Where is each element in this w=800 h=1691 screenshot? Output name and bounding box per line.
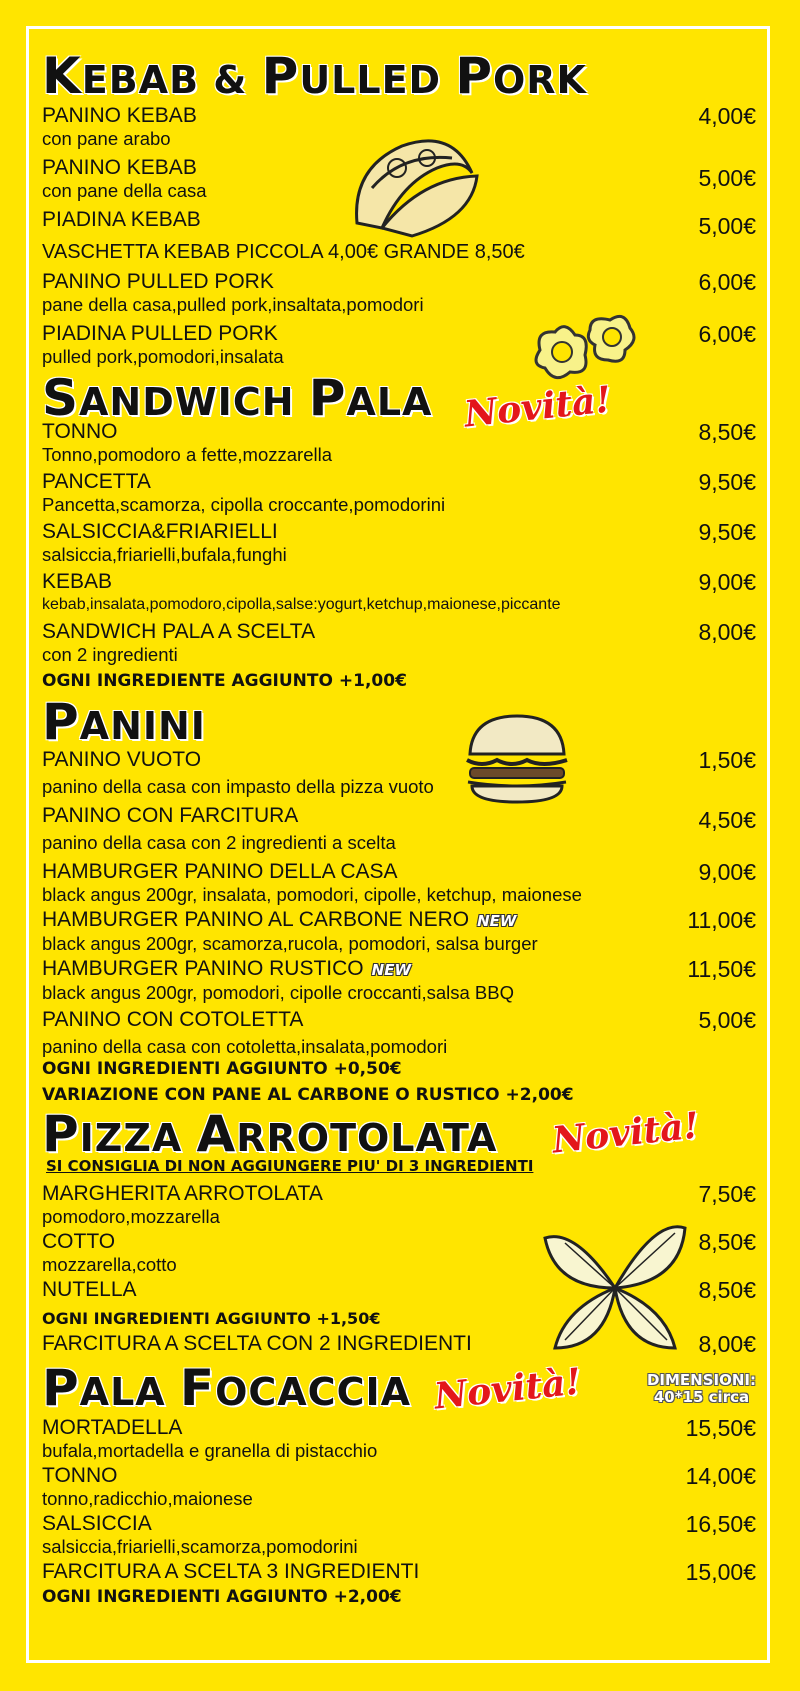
item-desc: bufala,mortadella e granella di pistacchio: [42, 1440, 378, 1461]
item-name: PIADINA KEBAB: [42, 208, 201, 231]
item-name: PANINO VUOTO: [42, 748, 202, 771]
item-name: TONNO: [42, 420, 118, 443]
item-desc: salsiccia,friarielli,scamorza,pomodorini: [42, 1536, 358, 1557]
item-price: 6,00€: [698, 321, 756, 347]
item-desc: Tonno,pomodoro a fette,mozzarella: [42, 444, 333, 465]
menu-item: [42, 620, 756, 666]
title-text: ANDWICH: [79, 380, 309, 424]
title-initial: P: [261, 47, 300, 105]
new-badge: NEW: [477, 912, 517, 930]
item-price: 9,00€: [698, 859, 756, 885]
title-text: ULLED: [299, 58, 456, 102]
menu-item: [42, 420, 756, 466]
item-name: MARGHERITA ARROTOLATA: [42, 1182, 323, 1205]
title-initial: F: [179, 1359, 216, 1417]
menu-item: [42, 470, 756, 516]
menu-item: [42, 240, 756, 264]
item-name: PANINO KEBAB: [42, 156, 197, 179]
menu-item: [42, 322, 756, 368]
item-desc: tonno,radicchio,maionese: [42, 1488, 253, 1509]
item-price: 9,50€: [698, 519, 756, 545]
item-desc: con pane della casa: [42, 180, 207, 201]
item-price: 8,00€: [698, 619, 756, 645]
title-initial: P: [42, 693, 80, 751]
item-desc: panino della casa con 2 ingredienti a scelta: [42, 832, 396, 853]
section-header-focaccia: [42, 1359, 756, 1418]
extra-ingredient-note: OGNI INGREDIENTI AGGIUNTO +2,00€: [42, 1587, 402, 1607]
section-header-arrotolata: [42, 1104, 756, 1163]
title-initial: K: [42, 47, 82, 105]
item-name: HAMBURGER PANINO DELLA CASA: [42, 860, 398, 883]
title-text: EBAB &: [81, 58, 262, 102]
menu-item: [42, 270, 756, 316]
variation-note: VARIAZIONE CON PANE AL CARBONE O RUSTICO +2,00€: [42, 1085, 574, 1105]
title-text: OCACCIA: [215, 1370, 412, 1414]
novita-badge: Novità!: [462, 378, 614, 436]
item-name: SALSICCIA: [42, 1512, 152, 1535]
item-price: 14,00€: [685, 1463, 756, 1489]
item-price: 5,00€: [698, 1007, 756, 1033]
menu-item: [42, 1008, 756, 1058]
dimensions-label: [647, 1372, 756, 1406]
title-initial: A: [196, 1105, 237, 1163]
dimensions-title: DIMENSIONI:: [646, 1371, 756, 1389]
title-text: ALA: [79, 1370, 180, 1414]
extra-ingredient-note: OGNI INGREDIENTE AGGIUNTO +1,00€: [42, 671, 407, 691]
title-text: ALA: [346, 380, 433, 424]
menu-item: [42, 1464, 756, 1510]
item-name: COTTO: [42, 1230, 116, 1253]
dimensions-value: 40*15 circa: [653, 1388, 750, 1406]
item-desc: pomodoro,mozzarella: [42, 1206, 220, 1227]
menu-item: [42, 748, 756, 798]
title-initial: P: [42, 1359, 80, 1417]
item-desc: black angus 200gr, insalata, pomodori, cipolle, ketchup, maionese: [42, 884, 582, 905]
item-price: 1,50€: [698, 747, 756, 773]
item-name: FARCITURA A SCELTA CON 2 INGREDIENTI: [42, 1332, 472, 1355]
item-price: 11,00€: [687, 907, 756, 933]
item-name: PANINO CON FARCITURA: [42, 804, 299, 827]
menu-content: [42, 47, 756, 1608]
item-price: 16,50€: [685, 1511, 756, 1537]
item-name-text: HAMBURGER PANINO RUSTICO: [42, 957, 364, 980]
item-price: 8,50€: [698, 1229, 756, 1255]
menu-item: [42, 804, 756, 854]
title-initial: P: [455, 47, 493, 105]
item-price: 5,00€: [698, 213, 756, 239]
section-title-panini: [42, 693, 756, 751]
menu-item: [42, 1278, 756, 1302]
item-price: 5,00€: [698, 165, 756, 191]
menu-item: [42, 1512, 756, 1558]
section-title-sandwich: [42, 369, 756, 427]
extra-ingredient-note: OGNI INGREDIENTI AGGIUNTO +1,50€: [42, 1309, 381, 1328]
title-text: RROTOLATA: [236, 1116, 498, 1160]
menu-item: [42, 1332, 756, 1356]
item-price: 15,00€: [685, 1559, 756, 1585]
item-desc: black angus 200gr, pomodori, cipolle croccanti,salsa BBQ: [42, 982, 515, 1003]
item-name: [42, 957, 756, 982]
item-price: 6,00€: [698, 269, 756, 295]
item-name-text: HAMBURGER PANINO AL CARBONE NERO: [42, 908, 470, 931]
item-name: PIADINA PULLED PORK: [42, 322, 278, 345]
item-name: TONNO: [42, 1464, 118, 1487]
menu-item: [42, 1230, 756, 1276]
new-badge: NEW: [371, 961, 411, 979]
menu-item: [42, 520, 756, 566]
item-price: 8,00€: [698, 1331, 756, 1357]
menu-item: [42, 104, 756, 150]
title-initial: S: [42, 369, 80, 427]
item-price: 8,50€: [698, 1277, 756, 1303]
section-title-kebab: [42, 47, 756, 105]
item-price: 8,50€: [698, 419, 756, 445]
extra-ingredient-note: OGNI INGREDIENTI AGGIUNTO +0,50€: [42, 1059, 402, 1079]
title-text: ORK: [492, 58, 587, 102]
item-price: 15,50€: [685, 1415, 756, 1441]
menu-item: [42, 1416, 756, 1462]
item-price: 9,00€: [698, 569, 756, 595]
menu-item: [42, 156, 756, 202]
menu-item: [42, 208, 756, 240]
item-name: PANINO PULLED PORK: [42, 270, 274, 293]
item-name: KEBAB: [42, 570, 113, 593]
item-desc: Pancetta,scamorza, cipolla croccante,pomodorini: [42, 494, 446, 515]
menu-item: [42, 1560, 756, 1584]
item-name: [42, 908, 756, 933]
item-name: VASCHETTA KEBAB PICCOLA 4,00€ GRANDE 8,50€: [42, 241, 525, 263]
menu-item: [42, 570, 756, 616]
item-price: 9,50€: [698, 469, 756, 495]
item-desc: black angus 200gr, scamorza,rucola, pomodori, salsa burger: [42, 933, 538, 954]
item-desc: salsiccia,friarielli,bufala,funghi: [42, 544, 287, 565]
item-name: PANCETTA: [42, 470, 151, 493]
item-desc: mozzarella,cotto: [42, 1254, 177, 1275]
item-name: SANDWICH PALA A SCELTA: [42, 620, 316, 643]
title-text: IZZA: [79, 1116, 197, 1160]
item-desc: panino della casa con impasto della pizza vuoto: [42, 776, 434, 797]
menu-item: [42, 860, 756, 906]
item-desc: kebab,insalata,pomodoro,cipolla,salse:yogurt,ketchup,maionese,piccante: [42, 596, 561, 613]
item-desc: con pane arabo: [42, 128, 171, 149]
title-text: ANINI: [79, 704, 206, 748]
advice-note: SI CONSIGLIA DI NON AGGIUNGERE PIU' DI 3 INGREDIENTI: [46, 1157, 534, 1175]
title-initial: P: [308, 369, 347, 427]
item-desc: pane della casa,pulled pork,insaltata,pomodori: [42, 294, 424, 315]
item-desc: panino della casa con cotoletta,insalata,pomodori: [42, 1036, 448, 1057]
novita-badge: Novità!: [432, 1360, 584, 1418]
item-price: 4,50€: [698, 807, 756, 833]
menu-item: [42, 1182, 756, 1228]
item-name: PANINO CON COTOLETTA: [42, 1008, 304, 1031]
menu-item: [42, 908, 756, 955]
item-name: NUTELLA: [42, 1278, 137, 1301]
item-name: FARCITURA A SCELTA 3 INGREDIENTI: [42, 1560, 420, 1583]
item-desc: con 2 ingredienti: [42, 644, 178, 665]
item-desc: pulled pork,pomodori,insalata: [42, 346, 284, 367]
item-price: 7,50€: [698, 1181, 756, 1207]
item-price: 4,00€: [698, 103, 756, 129]
menu-item: [42, 957, 756, 1004]
title-initial: P: [42, 1105, 80, 1163]
item-name: MORTADELLA: [42, 1416, 183, 1439]
item-name: PANINO KEBAB: [42, 104, 197, 127]
item-price: 11,50€: [687, 956, 756, 982]
item-name: SALSICCIA&FRIARIELLI: [42, 520, 278, 543]
novita-badge: Novità!: [550, 1104, 702, 1162]
